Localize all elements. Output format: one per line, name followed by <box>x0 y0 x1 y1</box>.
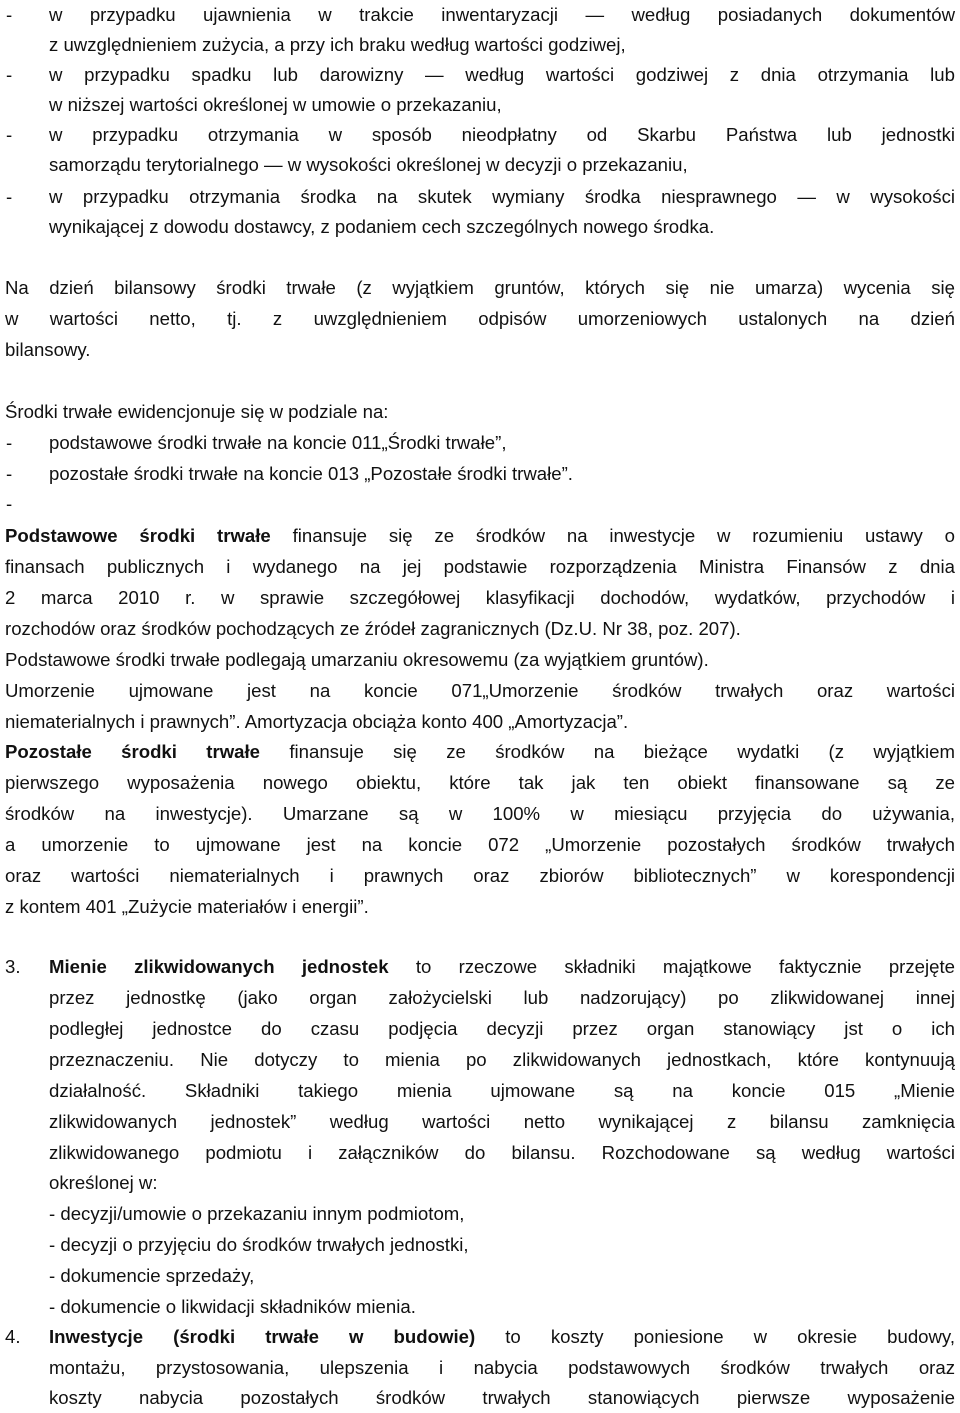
paragraph-line <box>0 1044 960 1075</box>
bold-lead: Inwestycje (środki trwałe w budowie) <box>49 1326 476 1347</box>
text-line: samorządu terytorialnego — w wysokości określonej w decyzji o przekazaniu, <box>49 154 688 175</box>
text-line-row <box>0 89 960 120</box>
item-number: 4. <box>5 1326 21 1347</box>
sub-list-item <box>0 1260 960 1291</box>
bullet-marker: - <box>6 4 13 25</box>
dash-marker: - <box>6 493 13 514</box>
text-line: pozostałe środki trwałe na koncie 013 „Pozostałe środki trwałe”. <box>49 463 573 484</box>
text-line: w niższej wartości określonej w umowie o przekazaniu, <box>49 94 502 115</box>
paragraph-line <box>0 644 960 675</box>
text-line: przez jednostkę (jako organ założycielski lub nadzorujący) po zlikwidowanej innej <box>49 987 955 1008</box>
text-line: niematerialnych i prawnych”. Amortyzacja obciąża konto 400 „Amortyzacja”. <box>5 711 629 732</box>
dash-item <box>0 458 960 489</box>
sub-list-item <box>0 1198 960 1229</box>
paragraph-line <box>0 272 960 303</box>
text-line: zlikwidowanych jednostek” według wartości netto wynikającej z bilansu zamknięcia <box>49 1111 955 1132</box>
text-line: podległej jednostce do czasu podjęcia decyzji przez organ stanowiący jst o ich <box>49 1018 955 1039</box>
text-line: 2 marca 2010 r. w sprawie szczegółowej klasyfikacji dochodów, wydatków, przychodów i <box>5 587 955 608</box>
text-line: w wartości netto, tj. z uwzględnieniem odpisów umorzeniowych ustalonych na dzień <box>5 308 955 329</box>
text-line: Środki trwałe ewidencjonuje się w podziale na: <box>5 401 389 422</box>
paragraph-line <box>0 334 960 365</box>
paragraph-line <box>0 582 960 613</box>
paragraph-line <box>0 891 960 922</box>
text-line-row <box>0 29 960 60</box>
text-line <box>5 736 955 767</box>
text-line-row <box>0 149 960 180</box>
text-line <box>49 951 955 982</box>
paragraph-line <box>0 396 960 427</box>
text-run: to rzeczowe składniki majątkowe faktycznie przejęte <box>388 956 955 977</box>
text-line: w przypadku otrzymania środka na skutek wymiany środka niesprawnego — w wysokości <box>49 186 955 207</box>
paragraph-line <box>0 829 960 860</box>
dash-marker: - <box>6 432 13 453</box>
paragraph-line <box>0 303 960 334</box>
bullet-item <box>0 0 960 30</box>
paragraph-line <box>0 1106 960 1137</box>
text-line: oraz wartości niematerialnych i prawnych oraz zbiorów bibliotecznych” w korespondencji <box>5 865 955 886</box>
text-line: - decyzji o przyjęciu do środków trwałych jednostki, <box>49 1234 469 1255</box>
text-run: finansuje się ze środków na inwestycje w rozumieniu ustawy o <box>270 525 955 546</box>
text-line: rozchodów oraz środków pochodzących ze źródeł zagranicznych (Dz.U. Nr 38, poz. 207). <box>5 618 741 639</box>
text-line <box>5 520 955 551</box>
dash-marker: - <box>6 463 13 484</box>
text-line: w przypadku ujawnienia w trakcie inwentaryzacji — według posiadanych dokumentów <box>49 4 955 25</box>
sub-list-item <box>0 1291 960 1322</box>
text-line: środków na inwestycje). Umarzane są w 100% w miesiącu przyjęcia do używania, <box>5 803 955 824</box>
item-number: 3. <box>5 956 21 977</box>
text-line: podstawowe środki trwałe na koncie 011„Środki trwałe”, <box>49 432 507 453</box>
text-line: koszty nabycia pozostałych środków trwałych stanowiących pierwsze wyposażenie <box>49 1387 955 1408</box>
text-line: pierwszego wyposażenia nowego obiektu, które tak jak ten obiekt finansowane są ze <box>5 772 955 793</box>
numbered-item <box>0 1321 960 1352</box>
text-line: w przypadku otrzymania w sposób nieodpłatny od Skarbu Państwa lub jednostki <box>49 124 955 145</box>
text-line: bilansowy. <box>5 339 91 360</box>
sub-list-item <box>0 1229 960 1260</box>
text-line-row <box>0 211 960 242</box>
text-line: z kontem 401 „Zużycie materiałów i energii”. <box>5 896 369 917</box>
bullet-marker: - <box>6 124 13 145</box>
text-line: przeznaczeniu. Nie dotyczy to mienia po zlikwidowanych jednostkach, które kontynuują <box>49 1049 955 1070</box>
text-line: - dokumencie sprzedaży, <box>49 1265 255 1286</box>
text-line: Na dzień bilansowy środki trwałe (z wyjątkiem gruntów, których się nie umarza) wycenia się <box>5 277 955 298</box>
text-line: Podstawowe środki trwałe podlegają umarzaniu okresowemu (za wyjątkiem gruntów). <box>5 649 709 670</box>
paragraph-line <box>0 860 960 891</box>
bullet-item <box>0 119 960 150</box>
paragraph-line <box>0 551 960 582</box>
bullet-item <box>0 181 960 212</box>
dash-item <box>0 488 960 519</box>
paragraph-line <box>0 1352 960 1383</box>
paragraph-line <box>0 613 960 644</box>
text-line: z uwzględnieniem zużycia, a przy ich braku według wartości godziwej, <box>49 34 626 55</box>
text-line <box>49 1321 955 1352</box>
text-run: finansuje się ze środków na bieżące wydatki (z wyjątkiem <box>260 741 955 762</box>
dash-item <box>0 427 960 458</box>
paragraph-line <box>0 1382 960 1413</box>
text-run: to koszty poniesione w okresie budowy, <box>475 1326 956 1347</box>
text-line: określonej w: <box>49 1172 158 1193</box>
text-line: zlikwidowanego podmiotu i załączników do bilansu. Rozchodowane są według wartości <box>49 1142 955 1163</box>
text-line: a umorzenie to ujmowane jest na koncie 072 „Umorzenie pozostałych środków trwałych <box>5 834 955 855</box>
text-line: działalność. Składniki takiego mienia ujmowane są na koncie 015 „Mienie <box>49 1080 955 1101</box>
text-line: w przypadku spadku lub darowizny — według wartości godziwej z dnia otrzymania lub <box>49 64 955 85</box>
text-line: finansach publicznych i wydanego na jej podstawie rozporządzenia Ministra Finansów z dnia <box>5 556 955 577</box>
text-line: wynikającej z dowodu dostawcy, z podaniem cech szczególnych nowego środka. <box>49 216 715 237</box>
paragraph-line <box>0 1137 960 1168</box>
text-line: - decyzji/umowie o przekazaniu innym podmiotom, <box>49 1203 465 1224</box>
bold-lead: Pozostałe środki trwałe <box>5 741 261 762</box>
bullet-item <box>0 59 960 90</box>
bullet-marker: - <box>6 64 13 85</box>
bullet-marker: - <box>6 186 13 207</box>
text-line: Umorzenie ujmowane jest na koncie 071„Umorzenie środków trwałych oraz wartości <box>5 680 955 701</box>
paragraph-line <box>0 982 960 1013</box>
paragraph-line <box>0 798 960 829</box>
numbered-item <box>0 951 960 982</box>
bold-lead: Podstawowe środki trwałe <box>5 525 271 546</box>
paragraph-line <box>0 767 960 798</box>
paragraph-line <box>0 706 960 737</box>
paragraph-line <box>0 675 960 706</box>
text-line: - dokumencie o likwidacji składników mienia. <box>49 1296 416 1317</box>
text-line: montażu, przystosowania, ulepszenia i nabycia podstawowych środków trwałych oraz <box>49 1357 955 1378</box>
paragraph-line <box>0 1167 960 1198</box>
bold-lead: Mienie zlikwidowanych jednostek <box>49 956 389 977</box>
paragraph-line <box>0 1013 960 1044</box>
paragraph-line <box>0 1075 960 1106</box>
paragraph-line <box>0 736 960 767</box>
paragraph-line <box>0 520 960 551</box>
